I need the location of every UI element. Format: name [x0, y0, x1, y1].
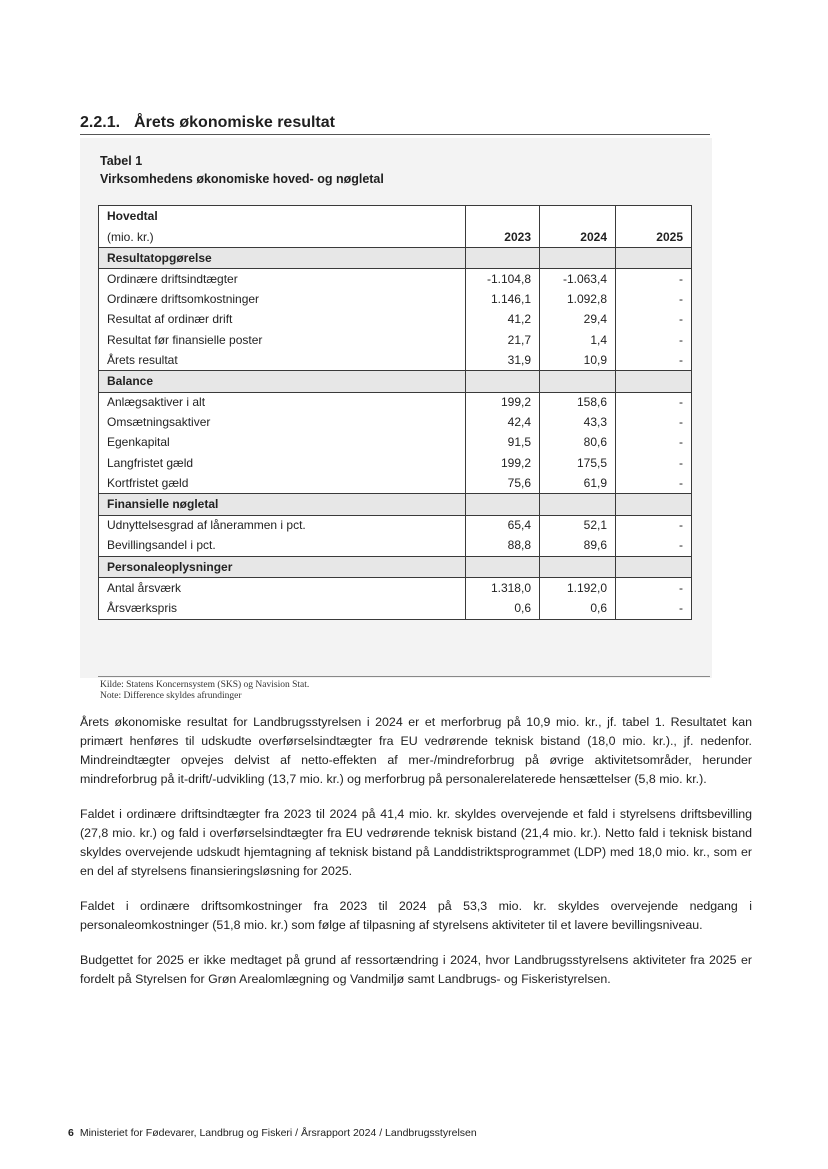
table-header-years-row	[99, 227, 692, 248]
paragraph: Faldet i ordinære driftsomkostninger fra 2023 til 2024 på 53,3 mio. kr. skyldes overvejende nedgang i personaleomkostninger (51,8 mio. kr.) som følge af tilpasning af styrelsens aktiviteter til et lavere bevillingsniveau.	[80, 899, 752, 932]
cell-value: 199,2	[466, 392, 540, 413]
cell-value: -	[616, 433, 692, 453]
row-label: Kortfristet gæld	[99, 473, 466, 494]
table-section-row	[99, 557, 692, 578]
year-header: 2025	[616, 227, 692, 248]
cell-value: -	[616, 269, 692, 290]
year-header: 2023	[466, 227, 540, 248]
row-label: Årsværkspris	[99, 598, 466, 619]
cell-value: 89,6	[540, 536, 616, 557]
footer-text: Ministeriet for Fødevarer, Landbrug og Fiskeri / Årsrapport 2024 / Landbrugsstyrelsen	[79, 1127, 477, 1139]
row-label: Udnyttelsesgrad af lånerammen i pct.	[99, 515, 466, 536]
row-label: Ordinære driftsindtægter	[99, 269, 466, 290]
table-row	[99, 473, 692, 494]
row-label: Langfristet gæld	[99, 453, 466, 473]
cell-value: 1.318,0	[466, 578, 540, 599]
row-label: Bevillingsandel i pct.	[99, 536, 466, 557]
note-line: Note: Difference skyldes afrundinger	[100, 691, 242, 701]
row-label: Resultat før finansielle poster	[99, 330, 466, 350]
section-title: Årets økonomiske resultat	[134, 114, 335, 131]
cell-value: 75,6	[466, 473, 540, 494]
paragraph: Budgettet for 2025 er ikke medtaget på grund af ressortændring i 2024, hvor Landbrugsstyrelsens aktiviteter fra 2025 er fordelt på Styrelsen for Grøn Arealomlægning og Vandmiljø samt Landbrugs- og Fiskeristyrelsen.	[80, 953, 752, 986]
cell-value: 61,9	[540, 473, 616, 494]
source-line: Kilde: Statens Koncernsystem (SKS) og Navision Stat.	[100, 680, 310, 690]
cell-value: -	[616, 413, 692, 433]
cell-value: -	[616, 578, 692, 599]
page-footer	[68, 1127, 477, 1139]
table-row	[99, 350, 692, 371]
cell-value: -	[616, 310, 692, 330]
cell-value: 80,6	[540, 433, 616, 453]
paragraph: Årets økonomiske resultat for Landbrugsstyrelsen i 2024 er et merforbrug på 10,9 mio. kr., jf. tabel 1. Resultatet kan primært henføres til udskudte overførselsindtægter fra EU vedrørende teknisk bistand (18,0 mio. kr.)., jf. nedenfor. Mindreindtægter opvejes delvist af netto-effekten af mer-/mindreforbrug på øvrige aktivitetsområder, herunder mindreforbrug på it-drift/-udvikling (13,7 mio. kr.) og merforbrug på personalerelaterede hensættelser (5,8 mio. kr.).	[80, 715, 752, 786]
table-section-row	[99, 371, 692, 392]
row-label: Egenkapital	[99, 433, 466, 453]
table-row	[99, 453, 692, 473]
section-label: Finansielle nøgletal	[99, 494, 466, 515]
body-text	[80, 713, 752, 1005]
cell-value: 43,3	[540, 413, 616, 433]
section-number: 2.2.1.	[80, 114, 121, 131]
table-row	[99, 598, 692, 619]
cell-value: 21,7	[466, 330, 540, 350]
cell-value: -	[616, 392, 692, 413]
table-row	[99, 392, 692, 413]
header-unit: (mio. kr.)	[99, 227, 466, 248]
section-label: Personaleoplysninger	[99, 557, 466, 578]
cell-value: 42,4	[466, 413, 540, 433]
cell-value: 65,4	[466, 515, 540, 536]
row-label: Omsætningsaktiver	[99, 413, 466, 433]
cell-value: 31,9	[466, 350, 540, 371]
year-header: 2024	[540, 227, 616, 248]
table-row	[99, 269, 692, 290]
cell-value: -	[616, 350, 692, 371]
cell-value: 10,9	[540, 350, 616, 371]
cell-value: 41,2	[466, 310, 540, 330]
table-row	[99, 310, 692, 330]
cell-value: 0,6	[466, 598, 540, 619]
section-heading	[80, 114, 710, 135]
financial-table	[98, 205, 692, 620]
cell-value: 175,5	[540, 453, 616, 473]
section-label: Resultatopgørelse	[99, 248, 466, 269]
cell-value: -	[616, 453, 692, 473]
table-caption-label: Tabel 1	[100, 154, 143, 168]
paragraph: Faldet i ordinære driftsindtægter fra 2023 til 2024 på 41,4 mio. kr. skyldes overvejende et fald i styrelsens driftsbevilling (27,8 mio. kr.) og fald i overførselsindtægter fra EU vedrørende teknisk bistand (21,4 mio. kr.). Netto fald i teknisk bistand skyldes overvejende udskudt hjemtagning af teknisk bistand på Landdistriktsprogrammet (LDP) med 18,0 mio. kr., som er en del af styrelsens finansieringsløsning for 2025.	[80, 807, 752, 878]
section-label: Balance	[99, 371, 466, 392]
row-label: Antal årsværk	[99, 578, 466, 599]
row-label: Resultat af ordinær drift	[99, 310, 466, 330]
row-label: Årets resultat	[99, 350, 466, 371]
cell-value: 199,2	[466, 453, 540, 473]
row-label: Anlægsaktiver i alt	[99, 392, 466, 413]
cell-value: -	[616, 598, 692, 619]
cell-value: 0,6	[540, 598, 616, 619]
table-row	[99, 290, 692, 310]
cell-value: -	[616, 290, 692, 310]
cell-value: 29,4	[540, 310, 616, 330]
table-source	[100, 680, 309, 702]
table-row	[99, 515, 692, 536]
cell-value: 91,5	[466, 433, 540, 453]
row-label: Ordinære driftsomkostninger	[99, 290, 466, 310]
table-row	[99, 578, 692, 599]
cell-value: 1.092,8	[540, 290, 616, 310]
cell-value: 88,8	[466, 536, 540, 557]
cell-value: -	[616, 515, 692, 536]
cell-value: 1.146,1	[466, 290, 540, 310]
cell-value: 1.192,0	[540, 578, 616, 599]
cell-value: 52,1	[540, 515, 616, 536]
cell-value: -1.063,4	[540, 269, 616, 290]
cell-value: -	[616, 536, 692, 557]
cell-value: -	[616, 473, 692, 494]
table-row	[99, 413, 692, 433]
cell-value: -	[616, 330, 692, 350]
table-header-row	[99, 206, 692, 228]
cell-value: -1.104,8	[466, 269, 540, 290]
cell-value: 1,4	[540, 330, 616, 350]
table-section-row	[99, 494, 692, 515]
table-row	[99, 536, 692, 557]
page-number: 6	[68, 1127, 74, 1139]
table-row	[99, 330, 692, 350]
header-title: Hovedtal	[99, 206, 466, 228]
table-row	[99, 433, 692, 453]
cell-value: 158,6	[540, 392, 616, 413]
source-divider	[98, 676, 710, 677]
table-section-row	[99, 248, 692, 269]
table-caption-title: Virksomhedens økonomiske hoved- og nøgletal	[100, 172, 384, 186]
